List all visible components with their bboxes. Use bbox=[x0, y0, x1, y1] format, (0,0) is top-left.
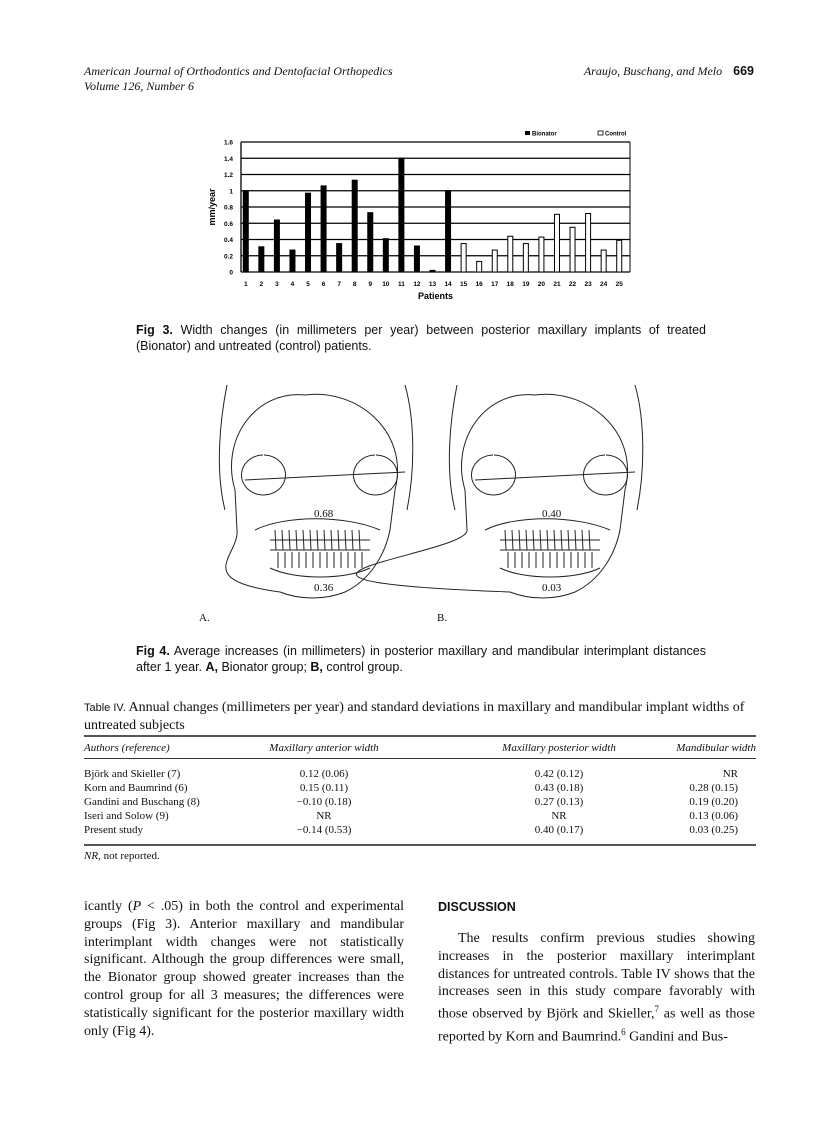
skull-a-outline bbox=[331, 530, 334, 568]
x-axis-label: Patients bbox=[417, 291, 454, 301]
x-tick-label: 20 bbox=[537, 281, 546, 288]
x-tick-label: 18 bbox=[506, 281, 514, 288]
x-tick-label: 25 bbox=[615, 281, 623, 288]
skull-b-outline bbox=[500, 568, 600, 577]
skull-b-outline bbox=[568, 530, 571, 568]
note-text: not reported. bbox=[100, 850, 160, 862]
x-tick-label: 23 bbox=[584, 281, 592, 288]
y-axis-label: mm/year bbox=[207, 188, 217, 226]
table-cell: Björk and Skieller (7) bbox=[84, 768, 181, 780]
fig3-caption bbox=[136, 322, 706, 354]
fig4-panel-b-label: B. bbox=[437, 612, 448, 624]
bar-control bbox=[617, 240, 622, 272]
skull-a-outline bbox=[289, 530, 292, 568]
caption-text: Bionator group; bbox=[217, 660, 311, 674]
table-cell: Gandini and Buschang (8) bbox=[84, 796, 200, 808]
text: The results confirm previous studies showing increases in the posterior maxillary interimplant distances for untreated controls. Table IV shows that the increases seen in this study compare favorably with those observed by Björk and Skieller, bbox=[438, 931, 755, 1022]
table-row bbox=[84, 767, 756, 781]
legend-swatch-bionator bbox=[525, 131, 530, 135]
text: icantly ( bbox=[84, 899, 133, 914]
table-row bbox=[84, 781, 756, 795]
right-column-text bbox=[438, 930, 755, 1046]
bar-control bbox=[477, 261, 482, 272]
skull-b-outline bbox=[505, 530, 508, 568]
skull-a-outline bbox=[310, 530, 313, 568]
table-cell: NR bbox=[551, 810, 567, 822]
skull-b-outline bbox=[472, 455, 516, 495]
x-tick-label: 22 bbox=[568, 281, 577, 288]
bar-bionator bbox=[446, 191, 451, 272]
table-cell: 0.13 (0.06) bbox=[689, 810, 738, 822]
journal-volume: Volume 126, Number 6 bbox=[84, 79, 194, 93]
y-tick-label: 0.8 bbox=[223, 204, 233, 212]
bar-bionator bbox=[290, 250, 295, 272]
bar-bionator bbox=[430, 270, 435, 272]
bar-control bbox=[554, 214, 559, 272]
x-tick-label: 10 bbox=[382, 281, 390, 288]
bar-control bbox=[570, 227, 575, 272]
skull-b-outline bbox=[449, 385, 457, 510]
x-tick-label: 13 bbox=[428, 281, 437, 288]
ref: 7 bbox=[654, 1004, 659, 1015]
skull-a-outline bbox=[275, 530, 278, 568]
x-tick-label: 14 bbox=[444, 281, 452, 288]
y-tick-label: 0.6 bbox=[223, 220, 233, 228]
skull-a-outline bbox=[282, 530, 285, 568]
bar-control bbox=[523, 244, 528, 272]
skull-a-outline bbox=[255, 519, 380, 530]
left-column-text bbox=[84, 898, 404, 1040]
table-cell: Iseri and Solow (9) bbox=[84, 810, 169, 822]
y-tick-label: 1.4 bbox=[223, 155, 233, 163]
table-row bbox=[84, 795, 756, 809]
skull-a-outline bbox=[303, 530, 306, 568]
x-tick-label: 17 bbox=[491, 281, 499, 288]
table-cell: 0.12 (0.06) bbox=[299, 768, 349, 780]
y-tick-label: 1 bbox=[229, 188, 233, 196]
table-row bbox=[84, 809, 756, 823]
bar-bionator bbox=[337, 244, 342, 272]
running-header-right bbox=[584, 64, 754, 79]
skull-a-outline bbox=[353, 455, 397, 495]
skull-b-outline bbox=[575, 530, 578, 568]
skull-a-outline bbox=[338, 530, 341, 568]
table-iv bbox=[84, 737, 756, 837]
y-tick-label: 0.2 bbox=[223, 253, 233, 261]
table-note bbox=[84, 850, 160, 862]
skull-a-outline bbox=[226, 394, 398, 598]
y-tick-label: 1.6 bbox=[223, 139, 233, 147]
y-tick-label: 0 bbox=[229, 269, 233, 277]
panel-a-upper-value: 0.68 bbox=[314, 508, 334, 520]
x-tick-label: 3 bbox=[275, 281, 279, 288]
skull-b-outline bbox=[475, 472, 635, 480]
table-title-text: Annual changes (millimeters per year) and standard deviations in maxillary and mandibular implant widths of untreated subjects bbox=[84, 700, 745, 733]
bar-bionator bbox=[274, 220, 279, 272]
col-header: Maxillary posterior width bbox=[414, 737, 664, 759]
table-bottom-rule bbox=[84, 844, 756, 846]
page-number: 669 bbox=[733, 64, 754, 78]
text: as well as those reported by Korn and Baumrind. bbox=[438, 1006, 755, 1045]
skull-a-outline bbox=[359, 530, 362, 568]
x-tick-label: 12 bbox=[413, 281, 421, 288]
skull-a-outline bbox=[317, 530, 320, 568]
skull-a-outline bbox=[352, 530, 355, 568]
skull-b-outline bbox=[533, 530, 536, 568]
bar-control bbox=[586, 214, 591, 273]
text: < .05) in both the control and experimental groups (Fig 3). Anterior maxillary and mandibular interimplant width changes were not statistically significant. Although the group differences were small, the Bionator group showed greater increases than the control group for all 3 measures; the differences were statistically significant for the posterior maxillary width only (Fig 4). bbox=[84, 899, 404, 1039]
fig3-bar-chart bbox=[195, 125, 645, 310]
bar-control bbox=[601, 250, 606, 272]
y-tick-label: 1.2 bbox=[223, 172, 233, 179]
table-title bbox=[84, 699, 756, 734]
col-header: Maxillary anterior width bbox=[234, 737, 414, 759]
journal-name: American Journal of Orthodontics and Dentofacial Orthopedics bbox=[84, 64, 393, 78]
authors: Araujo, Buschang, and Melo bbox=[583, 64, 723, 78]
note-abbr: NR, bbox=[84, 850, 101, 862]
table-cell: NR bbox=[722, 768, 738, 780]
caption-text: Average increases (in millimeters) in posterior maxillary and mandibular interimplant distances after 1 year. bbox=[136, 644, 706, 674]
table-cell: Korn and Baumrind (6) bbox=[84, 782, 188, 794]
x-tick-label: 8 bbox=[352, 281, 357, 288]
skull-b-outline bbox=[582, 530, 585, 568]
bar-bionator bbox=[368, 213, 373, 272]
caption-a: A, bbox=[205, 660, 218, 674]
x-tick-label: 16 bbox=[475, 281, 483, 288]
x-tick-label: 15 bbox=[460, 281, 468, 288]
fig3-label: Fig 3. bbox=[136, 323, 173, 337]
discussion-heading: DISCUSSION bbox=[438, 900, 516, 914]
panel-b-upper-value: 0.40 bbox=[542, 508, 562, 520]
table-cell: 0.03 (0.25) bbox=[689, 824, 738, 836]
x-tick-label: 7 bbox=[337, 281, 341, 288]
running-header-left bbox=[84, 64, 393, 94]
bar-bionator bbox=[243, 191, 248, 272]
skull-a-outline bbox=[242, 455, 286, 495]
text: P bbox=[132, 899, 142, 914]
skull-a-outline bbox=[245, 472, 405, 480]
caption-text: control group. bbox=[322, 660, 403, 674]
bar-control bbox=[461, 244, 466, 272]
table-cell: 0.40 (0.17) bbox=[534, 824, 584, 836]
skull-b-outline bbox=[554, 530, 557, 568]
table-cell: 0.27 (0.13) bbox=[534, 796, 584, 808]
skull-a-outline bbox=[270, 568, 370, 577]
bar-bionator bbox=[352, 180, 357, 272]
bar-bionator bbox=[259, 247, 264, 272]
x-tick-label: 9 bbox=[368, 281, 373, 288]
table-cell: −0.14 (0.53) bbox=[296, 824, 352, 836]
skull-a-outline bbox=[296, 530, 299, 568]
fig4-panel-a-label: A. bbox=[199, 612, 210, 624]
table-header-row bbox=[84, 737, 756, 759]
bar-bionator bbox=[321, 186, 326, 272]
table-cell: 0.19 (0.20) bbox=[689, 796, 738, 808]
panel-b-lower-value: 0.03 bbox=[542, 582, 562, 594]
col-header: Authors (reference) bbox=[84, 737, 234, 759]
x-tick-label: 2 bbox=[259, 281, 264, 288]
col-header: Mandibular width bbox=[664, 737, 756, 759]
bar-control bbox=[508, 236, 513, 272]
ref: 6 bbox=[621, 1026, 626, 1037]
x-tick-label: 1 bbox=[243, 281, 248, 288]
bar-control bbox=[492, 250, 497, 272]
fig4-caption bbox=[136, 643, 706, 675]
bar-bionator bbox=[306, 193, 311, 272]
table-cell: 0.43 (0.18) bbox=[534, 782, 584, 794]
table-cell: −0.10 (0.18) bbox=[296, 796, 352, 808]
skull-b-outline bbox=[512, 530, 515, 568]
table-cell: NR bbox=[316, 810, 332, 822]
table-cell: 0.28 (0.15) bbox=[689, 782, 738, 794]
x-tick-label: 21 bbox=[553, 281, 561, 288]
skull-b-outline bbox=[485, 519, 610, 530]
legend-swatch-control bbox=[598, 131, 603, 135]
bar-bionator bbox=[414, 246, 419, 272]
fig4-skull-diagrams bbox=[190, 380, 660, 630]
skull-a-outline bbox=[219, 385, 227, 510]
skull-b-outline bbox=[500, 540, 600, 550]
skull-b-outline bbox=[526, 530, 529, 568]
y-tick-label: 0.4 bbox=[223, 237, 233, 244]
fig3-text: Width changes (in millimeters per year) between posterior maxillary implants of treated (Bionator) and untreated (control) patients. bbox=[136, 323, 706, 353]
legend-label-bionator: Bionator bbox=[532, 131, 557, 138]
table-cell: 0.15 (0.11) bbox=[299, 782, 349, 794]
panel-a-lower-value: 0.36 bbox=[314, 582, 334, 594]
legend-label-control: Control bbox=[605, 131, 627, 138]
x-tick-label: 6 bbox=[321, 281, 326, 288]
bar-bionator bbox=[383, 239, 388, 272]
table-label: Table IV. bbox=[84, 702, 126, 714]
skull-a-outline bbox=[345, 530, 348, 568]
skull-a-outline bbox=[324, 530, 327, 568]
skull-b-outline bbox=[519, 530, 522, 568]
text: Gandini and Bus- bbox=[625, 1029, 728, 1045]
x-tick-label: 5 bbox=[306, 281, 310, 288]
skull-b-outline bbox=[547, 530, 550, 568]
skull-b-outline bbox=[584, 455, 628, 495]
skull-a-outline bbox=[270, 540, 370, 550]
table-row bbox=[84, 823, 756, 837]
x-tick-label: 24 bbox=[600, 281, 608, 288]
x-tick-label: 19 bbox=[522, 281, 530, 288]
table-cell: 0.42 (0.12) bbox=[534, 768, 584, 780]
table-cell: Present study bbox=[84, 824, 143, 836]
skull-b-outline bbox=[356, 394, 627, 598]
caption-b: B, bbox=[310, 660, 323, 674]
skull-b-outline bbox=[635, 385, 643, 510]
bar-bionator bbox=[399, 158, 404, 272]
skull-b-outline bbox=[540, 530, 543, 568]
skull-a-outline bbox=[405, 385, 413, 510]
x-tick-label: 4 bbox=[290, 281, 295, 288]
bar-control bbox=[539, 237, 544, 272]
x-tick-label: 11 bbox=[397, 281, 405, 288]
fig4-label: Fig 4. bbox=[136, 644, 170, 658]
skull-b-outline bbox=[561, 530, 564, 568]
skull-b-outline bbox=[589, 530, 592, 568]
